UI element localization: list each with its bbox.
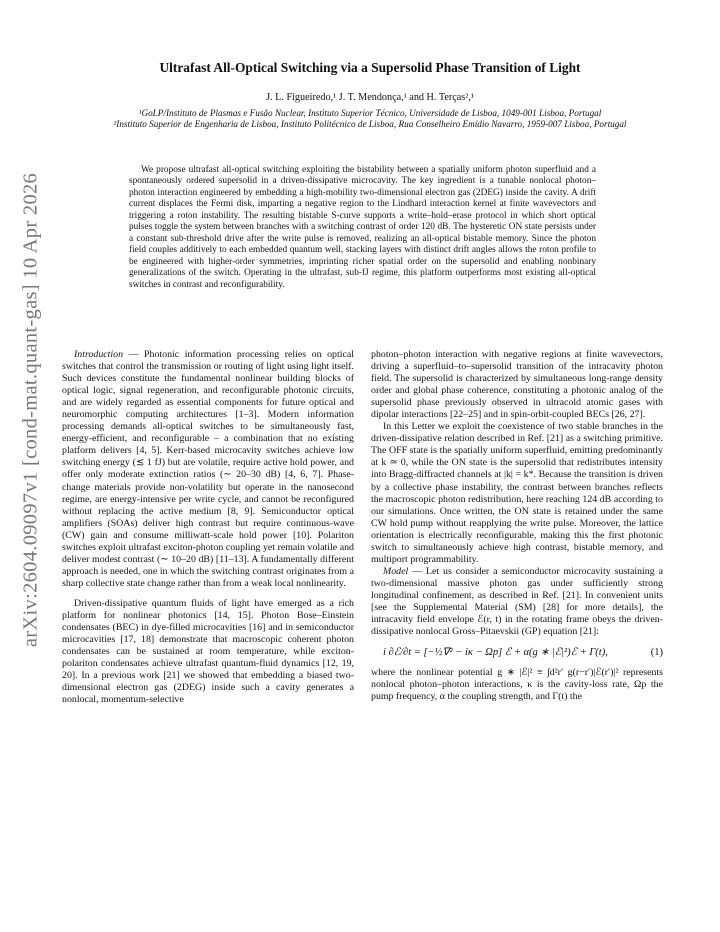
author-list: J. L. Figueiredo,¹ J. T. Mendonça,¹ and H. Terças²,¹	[266, 92, 474, 103]
affiliation-2: ²Instituto Superior de Engenharia de Lisboa, Instituto Politécnico de Lisboa, Rua Conselheiro Emídio Navarro, 1959-007 Lisboa, Portugal	[113, 119, 627, 130]
abstract: We propose ultrafast all-optical switching exploiting the bistability between a spatially uniform photon superfluid and a spontaneously ordered supersolid in a driven-dissipative microcavity. The key ingredient is a tunable nonlocal photon–photon interaction engineered by embedding a high-mobility two-dimensional electron gas (2DEG) inside the cavity. A drift current displaces the Fermi disk, imparting a negative region to the Lindhard interaction kernel at finite wavevectors and triggering a roton instability. The resulting bistable S-curve supports a write–hold–erase protocol in which short optical pulses toggle the system between branches with a switching contrast of order 120 dB. The hysteretic ON state persists under a constant sub-threshold drive after the write pulse is removed, realizing an all-optical bistable memory. Since the photon field couples additively to each embedded quantum well, stacking layers with distinct drift angles allows the roton profile to be engineered with higher-order symmetries, imprinting richer spatial order on the supersolid and enabling nonbinary generalizations of the switch. Operating in the ultrafast, sub-fJ regime, this platform outperforms most existing all-optical switches in contrast and reconfigurability.	[129, 165, 596, 290]
equation-1	[371, 647, 663, 659]
left-column	[62, 349, 354, 706]
body-paragraph: Driven-dissipative quantum fluids of light have emerged as a rich platform for nonlinear photonics [14, 15]. Photon Bose–Einstein condensates (BEC) in dye-filled microcavities [16] and in semiconductor microcavities [17, 18] demonstrate that macroscopic coherent photon condensates can be sustained at room temperature, while exciton-polariton condensates achieve ultrafast quantum-fluid dynamics [12, 19, 20]. In a previous work [21] we showed that embedding a biased two-dimensional electron gas (2DEG) inside such a cavity generates a nonlocal, momentum-selective	[62, 597, 354, 706]
affiliations	[110, 108, 630, 131]
model-paragraph	[371, 566, 663, 638]
section-lead-introduction: Introduction	[74, 349, 124, 360]
body-paragraph: where the nonlinear potential g ∗ |ℰ|² ≡ ∫d²r′ g(r−r′)|ℰ(r′)|² represents nonlocal photon–photon interactions, κ is the cavity-loss rate, Ωp the pump frequency, α the coupling strength, and Γ(t) the	[371, 667, 663, 703]
intro-text: — Photonic information processing relies on optical switches that control the transmission or routing of light using light itself. Such devices constitute the fundamental nonlinear building blocks of optical logic, signal regeneration, and reconfigurable photonic circuits, and are widely regarded as essential components for future optical and neuromorphic computing architectures [1–3]. Modern information processing demands all-optical switches to be simultaneously fast, energy-efficient, and reconfigurable – a combination that no existing platform delivers [4, 5]. Kerr-based microcavity switches achieve low switching energy (≲ 1 fJ) but are volatile, require active hold power, and offer only moderate extinction ratios (∼ 20–30 dB) [4, 6, 7]. Phase-change materials provide non-volatility but operate in the nanosecond regime, are energy-intensive per write cycle, and cannot be reconfigured without replacing the active medium [8, 9]. Semiconductor optical amplifiers (SOAs) deliver high contrast but require continuous-wave (CW) gain and consume milliwatt-scale hold power [10]. Polariton switches exploit ultrafast exciton-photon coupling yet remain volatile and deliver modest contrast (∼ 10–20 dB) [11–13]. A fundamentally different approach is needed, one in which the switching contrast originates from a sharp collective state change rather than from a weak local nonlinearity.	[62, 349, 354, 589]
equation-number: (1)	[650, 647, 663, 659]
right-column	[371, 349, 663, 703]
section-lead-model: Model	[383, 565, 409, 577]
intro-paragraph	[62, 349, 354, 590]
affiliation-1: ¹GoLP/Instituto de Plasmas e Fusão Nuclear, Instituto Superior Técnico, Universidade de Lisboa, 1049-001 Lisboa, Portugal	[138, 108, 602, 118]
model-text: — Let us consider a semiconductor microcavity sustaining a two-dimensional massive photon gas under sufficiently strong longitudinal confinement, as described in Ref. [21]. In convenient units [see the Supplemental Material (SM) [28] for more details], the intracavity field envelope ℰ(r, t) in the rotating frame obeys the driven-dissipative nonlocal Gross–Pitaevskii (GP) equation [21]:	[371, 565, 663, 638]
arxiv-id[interactable]: arXiv:2604.09097v1 [cond-mat.quant-gas] 10 Apr 2026	[19, 172, 42, 648]
paper-title: Ultrafast All-Optical Switching via a Supersolid Phase Transition of Light	[159, 60, 581, 75]
arxiv-sidebar-stamp	[14, 150, 48, 670]
body-paragraph: photon–photon interaction with negative regions at finite wavevectors, driving a superfluid–to–supersolid transition of the intracavity photon field. The supersolid is characterized by simultaneous long-range density order and global phase coherence, constituting a photonic analog of the supersolid phase previously observed in ultracold atomic gases with dipolar interactions [22–25] and in spin-orbit-coupled BECs [26, 27].	[371, 349, 663, 421]
equation-body: i ∂ℰ/∂t = [−½∇² − iκ − Ωp] ℰ + α(g ∗ |ℰ|²)ℰ + Γ(t),	[383, 647, 608, 659]
body-paragraph: In this Letter we exploit the coexistence of two stable branches in the driven-dissipative relation described in Ref. [21] as a switching primitive. The OFF state is the spatially uniform superfluid, emitting predominantly at k ≃ 0, while the ON state is the supersolid that redistributes intensity into Bragg-diffracted channels at |k| = k*. Because the transition is driven by a collective phase instability, the contrast between branches reflects the macroscopic photon redistribution, here reaching 124 dB according to our simulations. Once written, the ON state is retained under the same CW hold pump without reapplying the write pulse. Moreover, the lattice orientation is electrically reconfigurable, making this the first photonic switch to simultaneously achieve high contrast, bistable memory, and multiport programmability.	[371, 421, 663, 565]
